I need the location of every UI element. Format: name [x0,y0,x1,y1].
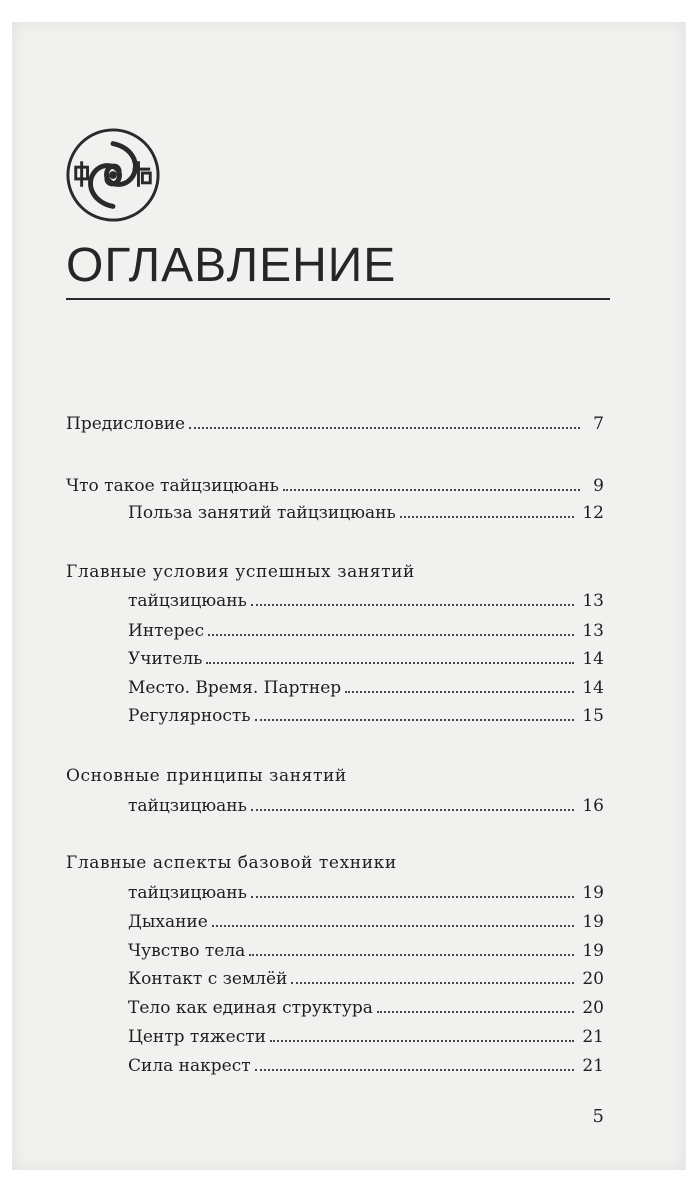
toc-entry-page: 21 [582,1056,604,1076]
toc-entry-main-conditions[interactable] [128,589,604,613]
toc-entry-title: Интерес [128,621,205,641]
leader-dots [189,427,580,429]
toc-entry-page: 13 [582,621,604,641]
leader-dots [255,1069,575,1071]
toc-entry-page: 7 [593,414,604,434]
toc-entry-ground-contact[interactable] [128,967,604,991]
toc-chapter-title-line: Главные условия успешных занятий [66,562,415,582]
toc-entry-title: тайцзицюань [128,591,247,611]
toc-entry-regularity[interactable] [128,704,604,728]
toc-entry-title: Регулярность [128,706,251,726]
toc-entry-preface[interactable] [66,412,604,436]
toc-entry-title: Сила накрест [128,1056,251,1076]
toc-entry-page: 14 [582,678,604,698]
leader-dots [270,1040,574,1042]
table-of-contents-heading: ОГЛАВЛЕНИЕ [66,239,397,292]
toc-entry-title: Место. Время. Партнер [128,678,342,698]
leader-dots [251,896,575,898]
toc-entry-center-of-gravity[interactable] [128,1025,604,1049]
toc-entry-body-structure[interactable] [128,996,604,1020]
toc-entry-basic-principles[interactable] [128,794,604,818]
toc-entry-page: 14 [582,649,604,669]
toc-entry-page: 20 [582,969,604,989]
leader-dots [251,809,575,811]
toc-entry-title: Чувство тела [128,941,246,961]
toc-entry-page: 21 [582,1027,604,1047]
leader-dots [291,982,574,984]
toc-entry-teacher[interactable] [128,647,604,671]
leader-dots [212,925,575,927]
toc-chapter-title-line: Главные аспекты базовой техники [66,853,397,873]
toc-entry-title: тайцзицюань [128,796,247,816]
toc-entry-breathing[interactable] [128,910,604,934]
toc-entry-page: 16 [582,796,604,816]
toc-entry-benefits[interactable] [128,501,604,525]
toc-entry-what-is-taiji[interactable] [66,474,604,498]
toc-entry-page: 15 [582,706,604,726]
toc-entry-title: Дыхание [128,912,208,932]
toc-entry-title: Что такое тайцзицюань [66,476,279,496]
toc-entry-title: Предисловие [66,414,186,434]
toc-entry-title: Учитель [128,649,203,669]
toc-entry-title: Польза занятий тайцзицюань [128,503,396,523]
toc-entry-title: Центр тяжести [128,1027,266,1047]
page-number: 5 [592,1106,604,1127]
toc-entry-body-feeling[interactable] [128,939,604,963]
leader-dots [206,662,574,664]
toc-entry-page: 19 [582,941,604,961]
toc-entry-place-time-partner[interactable] [128,676,604,700]
leader-dots [283,489,580,491]
toc-entry-interest[interactable] [128,619,604,643]
leader-dots [255,719,575,721]
toc-entry-page: 19 [582,912,604,932]
toc-entry-page: 9 [593,476,604,496]
toc-entry-cross-force[interactable] [128,1054,604,1078]
leader-dots [251,604,575,606]
leader-dots [377,1011,574,1013]
leader-dots [249,954,574,956]
toc-entry-page: 20 [582,998,604,1018]
leader-dots [400,516,575,518]
toc-entry-main-aspects[interactable] [128,881,604,905]
leader-dots [345,691,574,693]
toc-entry-title: тайцзицюань [128,883,247,903]
toc-chapter-title-line: Основные принципы занятий [66,766,347,786]
toc-entry-page: 19 [582,883,604,903]
toc-entry-page: 13 [582,591,604,611]
toc-entry-title: Тело как единая структура [128,998,373,1018]
leader-dots [208,634,574,636]
toc-entry-page: 12 [582,503,604,523]
toc-entry-title: Контакт с землёй [128,969,288,989]
